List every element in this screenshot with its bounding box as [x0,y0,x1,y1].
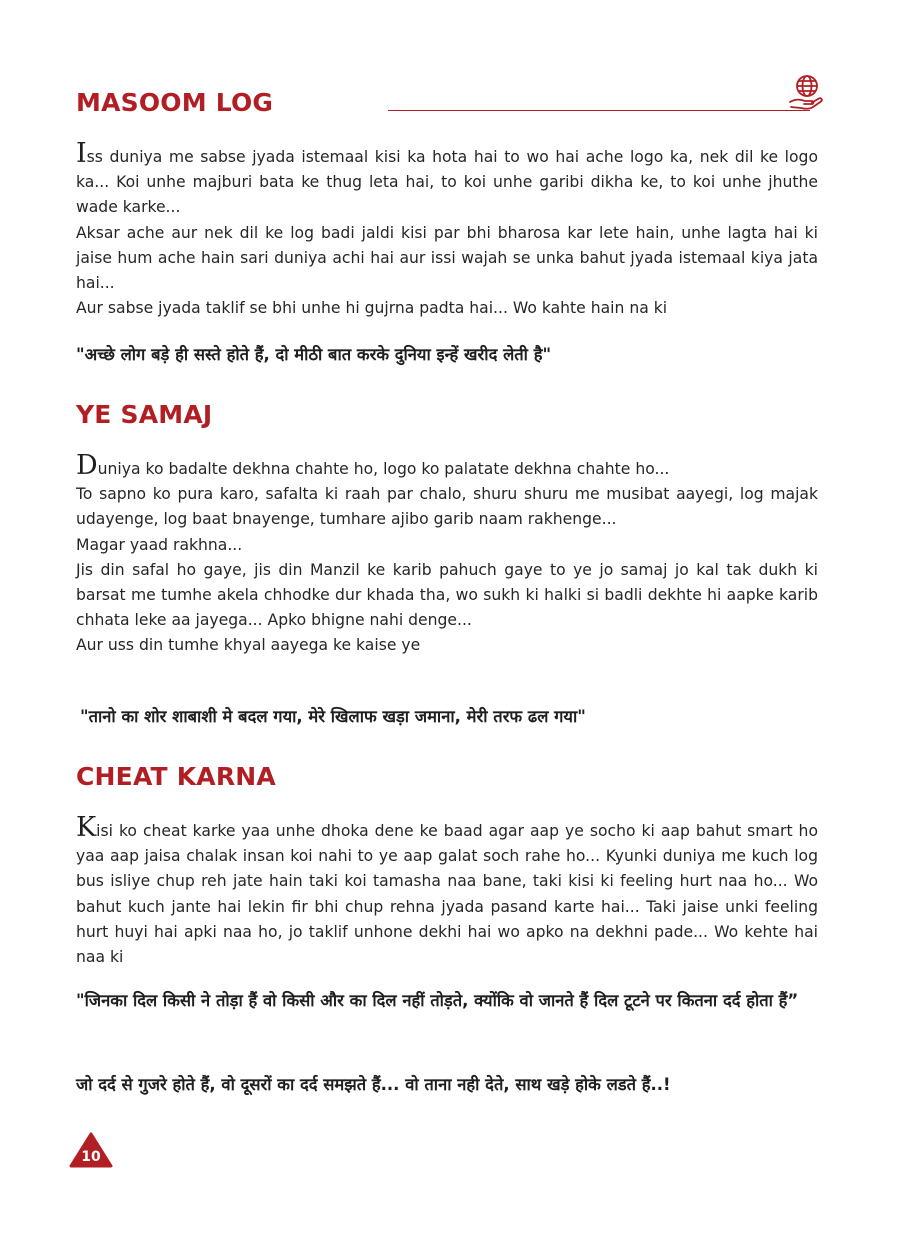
page-number-badge [69,1132,113,1168]
header-rule [388,110,810,111]
paragraph-text: Aur sabse jyada taklif se bhi unhe hi gujrna padta hai... Wo kahte hain na ki [76,299,668,318]
section-title-masoom-log: MASOOM LOG [76,88,274,117]
page-number: 10 [81,1149,101,1165]
paragraph-text: Magar yaad rakhna... [76,535,243,554]
paragraph-text: uniya ko badalte dekhna chahte ho, logo ko palatate dekhna chahte ho... [97,460,670,478]
drop-cap: D [76,450,98,481]
hindi-quote: "तानो का शोर शाबाशी मे बदल गया, मेरे खिलाफ खड़ा जमाना, मेरी तरफ ढल गया" [80,707,586,726]
closing-line: जो दर्द से गुजरे होते हैं, वो दूसरों का दर्द समझते हैं... वो ताना नही देते, साथ खड़े होके लडते हैं..! [76,1075,671,1094]
paragraph-text: Jis din safal ho gaye, jis din Manzil ke karib pahuch gaye to ye jo samaj jo kal tak dukh ki barsat me tumhe akela chhodke dur khada tha, wo sukh ki halki si badli dekhte hi aapke karib chhata leke aa jayega... Apko bhigne nahi denge... [76,560,818,630]
section-masoom-log-body [76,138,818,321]
section-title-cheat-karna: CHEAT KARNA [76,762,276,791]
globe-in-hand-icon [787,72,827,112]
paragraph-text: ss duniya me sabse jyada istemaal kisi ka hota hai to wo hai ache logo ka, nek dil ke logo ka... Koi unhe majburi bata ke thug leta hai, to koi unhe garibi dikha ke, to koi unhe jhuthe wade karke... [76,148,818,217]
hindi-quote: "जिनका दिल किसी ने तोड़ा हैं वो किसी और का दिल नहीं तोड़ते, क्योंकि वो जानते हैं दिल टूटने पर कितना दर्द होता हैं” [76,991,799,1010]
section-ye-samaj-body [76,450,818,659]
paragraph-text: isi ko cheat karke yaa unhe dhoka dene ke baad agar aap ye socho ki aap bahut smart ho yaa aap jaisa chalak insan koi nahi to ye aap galat soch rahe ho... Kyunki duniya me kuch log bus isliye chup reh jate hain taki koi tamasha naa bane, taki kisi ki feeling hurt naa ho... Wo bahut kuch jante hai lekin fir bhi chup rehna jyada pasand karte hai... Taki jaise unki feeling hurt huyi hai apki naa ho, jo taklif unhone dekhi hai wo apko na dekhni pade... Wo kehte hai naa ki [76,822,818,967]
section-cheat-karna-body [76,812,818,970]
drop-cap: I [76,138,87,169]
paragraph-text: Aur uss din tumhe khyal aayega ke kaise ye [76,636,421,655]
drop-cap: K [76,812,97,843]
paragraph-text: To sapno ko pura karo, safalta ki raah par chalo, shuru shuru me musibat aayegi, log majak udayenge, log baat bnayenge, tumhare ajibo garib naam rakhenge... [76,485,818,529]
hindi-quote: "अच्छे लोग बड़े ही सस्ते होते हैं, दो मीठी बात करके दुनिया इन्हें खरीद लेती है" [76,345,552,364]
section-title-ye-samaj: YE SAMAJ [76,400,213,429]
paragraph-text: Aksar ache aur nek dil ke log badi jaldi kisi par bhi bharosa kar lete hain, unhe lagta hai ki jaise hum ache hain sari duniya achi hai aur issi wajah se unka bahut jyada istemaal kiya jata hai... [76,223,818,293]
